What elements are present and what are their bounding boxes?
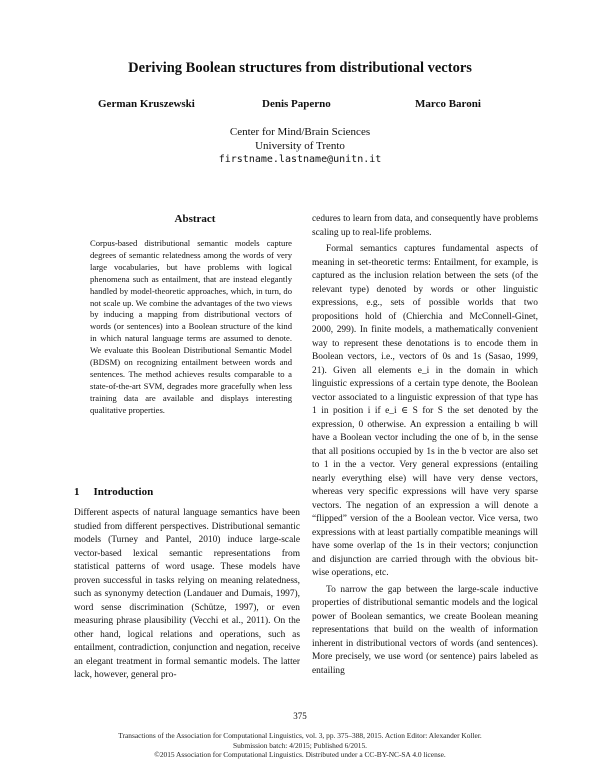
section-heading bbox=[74, 486, 153, 498]
page-footer bbox=[0, 731, 600, 760]
section-title: Introduction bbox=[93, 486, 154, 498]
abstract-body: Corpus-based distributional semantic models capture degrees of semantic relatedness among the words of very large vocabularies, but have problems with logical phenomena such as entailment, that are instead elegantly handled by model-theoretic approaches, which, in turn, do not scale up. We combine the advantages of the two views by inducing a mapping from distributional vectors of words (or sentences) into a Boolean structure of the kind in which natural language terms are assumed to denote. We evaluate this Boolean Distributional Semantic Model (BDSM) on recognizing entailment between words and sentences. The method achieves results comparable to a state-of-the-art SVM, degrades more gracefully when less training data are available and displays interesting qualitative properties. bbox=[90, 238, 292, 415]
page-number: 375 bbox=[293, 711, 307, 721]
right-column-body bbox=[312, 213, 538, 678]
author-name: Denis Paperno bbox=[262, 98, 331, 110]
affiliation bbox=[0, 125, 600, 167]
author-name: Marco Baroni bbox=[415, 98, 481, 110]
paragraph: Formal semantics captures fundamental aspects of meaning in set-theoretic terms: Entailment, for example, is captured as the inclusion relation between the sets (of the relevant type) denoted by words or other linguistic expressions, e.g., sets of possible worlds that two propositions hold of (Chierchia and McConnell-Ginet, 2000, 299). In finite models, a mathematically convenient way to represent these denotations is to encode them in Boolean vectors, i.e., vectors of 0s and 1s (Sasao, 1999, 21). Given all elements e_i in the domain in which linguistic expressions of a certain type denote, the Boolean vector associated to a linguistic expression of that type has 1 in position i if e_i ∈ S for S the set denoted by the expression, 0 otherwise. An expression a entailing b will have a Boolean vector including the one of b, in the sense that all positions occupied by 1s in the b vector are also set to 1 in the a vector. Very general expressions (entailing nearly everything else) will have very dense vectors, whereas very specific expressions will have very sparse vectors. The negation of an expression a will denote a “flipped” version of the a Boolean vector. Vice versa, two expressions with at least partially compatible meanings will have some overlap of the 1s in their vectors; conjunction and disjunction are carried through with the obvious bit-wise operations, etc. bbox=[312, 244, 538, 578]
footer-citation: Transactions of the Association for Computational Linguistics, vol. 3, pp. 375–388, 2015. Action Editor: Alexander Koller. bbox=[118, 731, 482, 740]
author-email: firstname.lastname@unitn.it bbox=[218, 154, 382, 165]
paragraph: To narrow the gap between the large-scale inductive properties of distributional semantic models and the logical power of Boolean semantics, we create Boolean meaning representations that build on the wealth of information inherent in distributional vectors of words (and sentences). More precisely, we use word (or sentence) pairs labeled as entailing bbox=[312, 584, 538, 676]
author-list bbox=[0, 98, 600, 112]
footer-license: ©2015 Association for Computational Linguistics. Distributed under a CC-BY-NC-SA 4.0 license. bbox=[154, 750, 446, 760]
author-name: German Kruszewski bbox=[98, 98, 195, 110]
section-number: 1 bbox=[74, 486, 80, 498]
affiliation-university: University of Trento bbox=[255, 140, 345, 152]
paper-title: Deriving Boolean structures from distributional vectors bbox=[128, 60, 472, 76]
paragraph: cedures to learn from data, and consequently have problems scaling up to real-life problems. bbox=[312, 214, 538, 238]
affiliation-center: Center for Mind/Brain Sciences bbox=[229, 126, 371, 138]
paragraph: Different aspects of natural language semantics have been studied from different perspectives. Distributional semantic models (Turney and Pantel, 2010) induce large-scale vector-based lexical semantic representations from statistical patterns of word usage. These models have proven successful in tasks relying on meaning relatedness, such as synonymy detection (Landauer and Dumais, 1997), word sense discrimination (Schütze, 1997), or even measuring phrase plausibility (Vecchi et al., 2011). On the other hand, logical relations and operations, such as entailment, contradiction, conjunction and negation, receive an elegant treatment in formal semantic models. The latter lack, however, general pro- bbox=[74, 508, 300, 680]
left-column-body bbox=[74, 507, 300, 683]
footer-submission: Submission batch: 4/2015; Published 6/2015. bbox=[232, 740, 368, 750]
abstract-heading: Abstract bbox=[174, 213, 216, 225]
